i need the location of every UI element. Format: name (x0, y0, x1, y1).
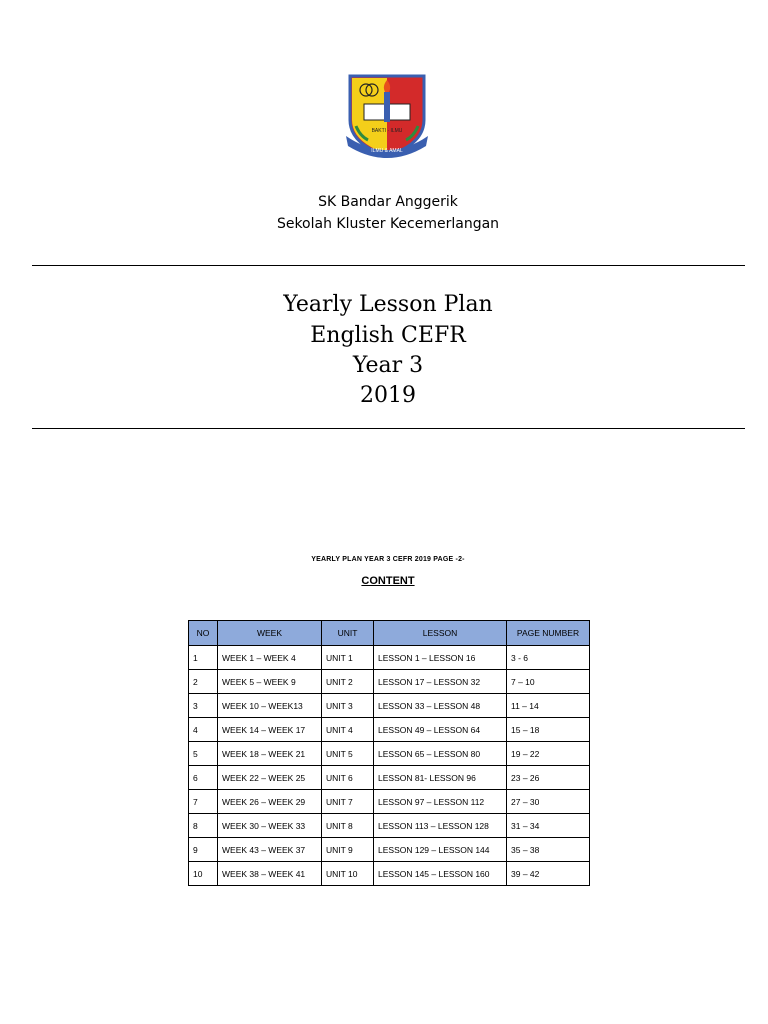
table-row (189, 766, 590, 790)
cell-no: 3 (189, 694, 218, 718)
cell-no: 1 (189, 646, 218, 670)
plan-subject: English CEFR (310, 323, 466, 348)
cell-unit: UNIT 3 (322, 694, 374, 718)
cell-unit: UNIT 5 (322, 742, 374, 766)
plan-year: 2019 (360, 383, 416, 408)
cell-page-number: 31 – 34 (507, 814, 590, 838)
school-name: SK Bandar Anggerik (318, 194, 458, 210)
col-header-unit: UNIT (322, 621, 374, 646)
cell-week: WEEK 38 – WEEK 41 (218, 862, 322, 886)
cell-no: 8 (189, 814, 218, 838)
table-row (189, 718, 590, 742)
cell-unit: UNIT 6 (322, 766, 374, 790)
cell-unit: UNIT 8 (322, 814, 374, 838)
cell-no: 9 (189, 838, 218, 862)
page-header-line: YEARLY PLAN YEAR 3 CEFR 2019 PAGE -2- (311, 556, 465, 563)
table-row (189, 646, 590, 670)
cell-week: WEEK 22 – WEEK 25 (218, 766, 322, 790)
cell-lesson: LESSON 33 – LESSON 48 (374, 694, 507, 718)
cell-page-number: 15 – 18 (507, 718, 590, 742)
cell-page-number: 35 – 38 (507, 838, 590, 862)
cell-no: 4 (189, 718, 218, 742)
cell-page-number: 19 – 22 (507, 742, 590, 766)
cell-week: WEEK 1 – WEEK 4 (218, 646, 322, 670)
cell-unit: UNIT 1 (322, 646, 374, 670)
col-header-page-number: PAGE NUMBER (507, 621, 590, 646)
cell-lesson: LESSON 1 – LESSON 16 (374, 646, 507, 670)
cell-page-number: 39 – 42 (507, 862, 590, 886)
cell-lesson: LESSON 49 – LESSON 64 (374, 718, 507, 742)
crest-torch (384, 92, 390, 122)
cell-week: WEEK 18 – WEEK 21 (218, 742, 322, 766)
cell-lesson: LESSON 97 – LESSON 112 (374, 790, 507, 814)
content-heading: CONTENT (361, 575, 415, 587)
plan-year-level: Year 3 (352, 353, 424, 378)
cell-page-number: 27 – 30 (507, 790, 590, 814)
cell-no: 7 (189, 790, 218, 814)
col-header-lesson: LESSON (374, 621, 507, 646)
cell-unit: UNIT 9 (322, 838, 374, 862)
cell-page-number: 3 - 6 (507, 646, 590, 670)
cell-week: WEEK 43 – WEEK 37 (218, 838, 322, 862)
cell-no: 10 (189, 862, 218, 886)
cell-unit: UNIT 2 (322, 670, 374, 694)
school-subtitle: Sekolah Kluster Kecemerlangan (276, 216, 500, 232)
divider-bottom (32, 428, 745, 429)
plan-title: Yearly Lesson Plan (283, 292, 493, 317)
cell-page-number: 7 – 10 (507, 670, 590, 694)
table-row (189, 742, 590, 766)
cell-page-number: 23 – 26 (507, 766, 590, 790)
col-header-week: WEEK (218, 621, 322, 646)
cell-unit: UNIT 7 (322, 790, 374, 814)
school-crest-icon (342, 70, 432, 162)
crest-ribbon-text: ILMU & AMAL (371, 148, 403, 154)
cell-week: WEEK 5 – WEEK 9 (218, 670, 322, 694)
cell-no: 5 (189, 742, 218, 766)
crest-motto-text: BAKTI · ILMU (371, 128, 403, 134)
col-header-no: NO (189, 621, 218, 646)
cell-lesson: LESSON 113 – LESSON 128 (374, 814, 507, 838)
table-row (189, 790, 590, 814)
divider-top (32, 265, 745, 266)
table-row (189, 862, 590, 886)
table-row (189, 814, 590, 838)
table-row (189, 694, 590, 718)
cell-lesson: LESSON 129 – LESSON 144 (374, 838, 507, 862)
cell-lesson: LESSON 145 – LESSON 160 (374, 862, 507, 886)
cell-lesson: LESSON 65 – LESSON 80 (374, 742, 507, 766)
table-row (189, 838, 590, 862)
cell-no: 2 (189, 670, 218, 694)
cell-week: WEEK 14 – WEEK 17 (218, 718, 322, 742)
cell-week: WEEK 10 – WEEK13 (218, 694, 322, 718)
contents-table (188, 620, 590, 886)
cell-page-number: 11 – 14 (507, 694, 590, 718)
cell-no: 6 (189, 766, 218, 790)
table-header-row (189, 621, 590, 646)
cell-week: WEEK 26 – WEEK 29 (218, 790, 322, 814)
cell-lesson: LESSON 81- LESSON 96 (374, 766, 507, 790)
table-row (189, 670, 590, 694)
cell-week: WEEK 30 – WEEK 33 (218, 814, 322, 838)
cell-lesson: LESSON 17 – LESSON 32 (374, 670, 507, 694)
cell-unit: UNIT 10 (322, 862, 374, 886)
cell-unit: UNIT 4 (322, 718, 374, 742)
